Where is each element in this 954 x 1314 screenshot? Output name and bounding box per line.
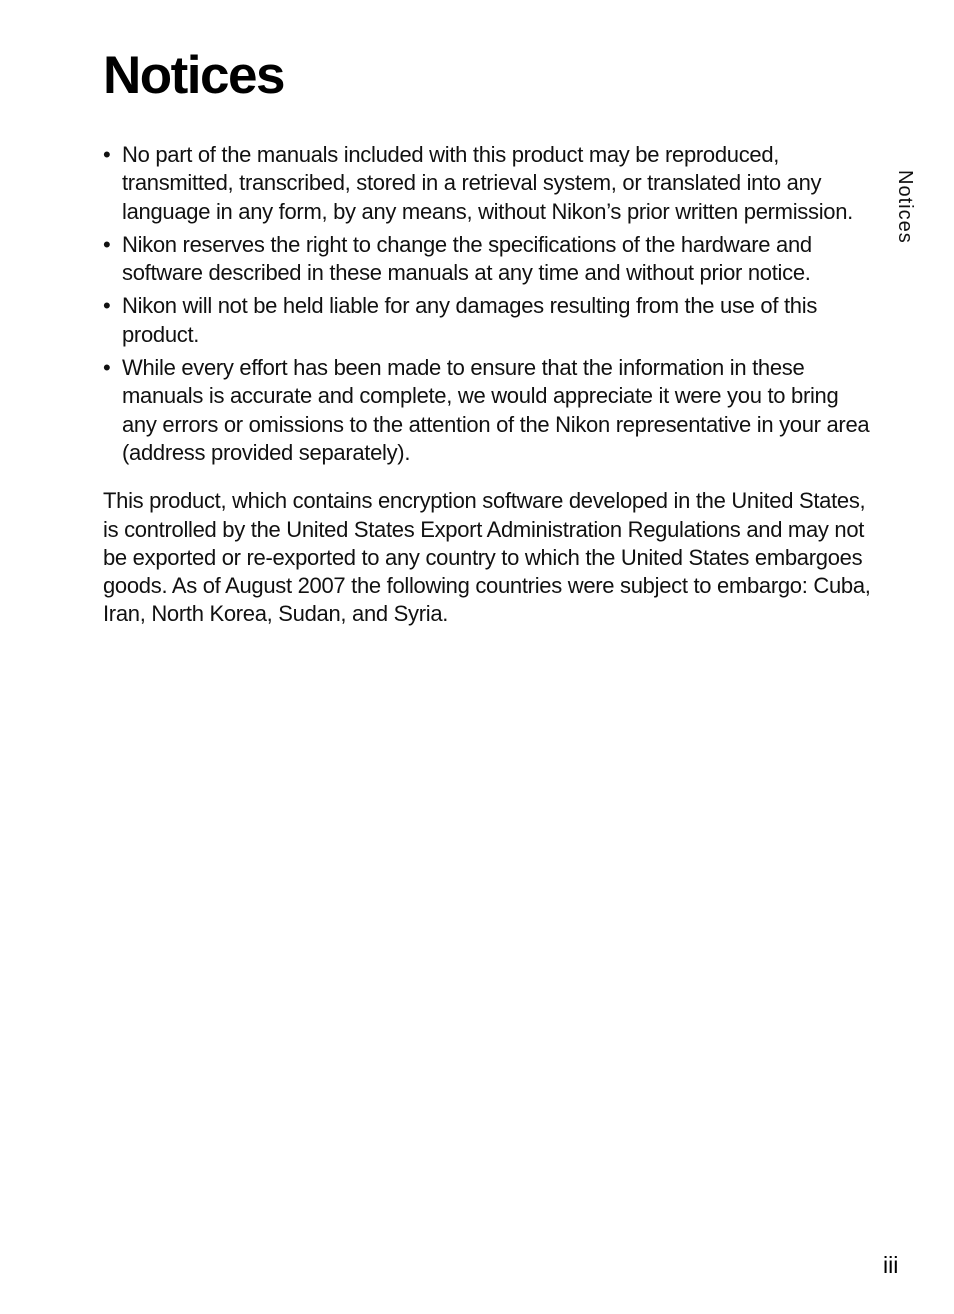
bullet-text: No part of the manuals included with this product may be reproduced, transmitted, transcribed, stored in a retrieval system, or translated into any language in any form, by any means, without Nikon’s prior written permission. — [122, 142, 853, 224]
list-item — [103, 141, 873, 226]
bullet-icon: • — [103, 231, 111, 257]
section-side-tab: Notices — [894, 170, 916, 244]
page-title: Notices — [103, 46, 284, 105]
list-item — [103, 231, 873, 288]
export-notice-paragraph: This product, which contains encryption software developed in the United States, is controlled by the United States Export Administration Regulations and may not be exported or re-exported to any country to which the United States embargoes goods. As of August 2007 the following countries were subject to embargo: Cuba, Iran, North Korea, Sudan, and Syria. — [103, 488, 871, 627]
bullet-text: Nikon reserves the right to change the specifications of the hardware and software described in these manuals at any time and without prior notice. — [122, 231, 812, 286]
bullet-text: Nikon will not be held liable for any damages resulting from the use of this product. — [122, 293, 818, 347]
notices-bullet-list — [103, 141, 873, 467]
notices-content — [103, 141, 873, 629]
list-item — [103, 354, 873, 467]
page-number: iii — [883, 1252, 899, 1278]
list-item — [103, 292, 873, 349]
bullet-icon: • — [103, 355, 111, 381]
bullet-icon: • — [103, 293, 111, 319]
bullet-text: While every effort has been made to ensure that the information in these manuals is accurate and complete, we would appreciate it were you to bring any errors or omissions to the attention of the Nikon representative in your area (address provided separately). — [122, 355, 870, 465]
bullet-icon: • — [103, 142, 111, 167]
